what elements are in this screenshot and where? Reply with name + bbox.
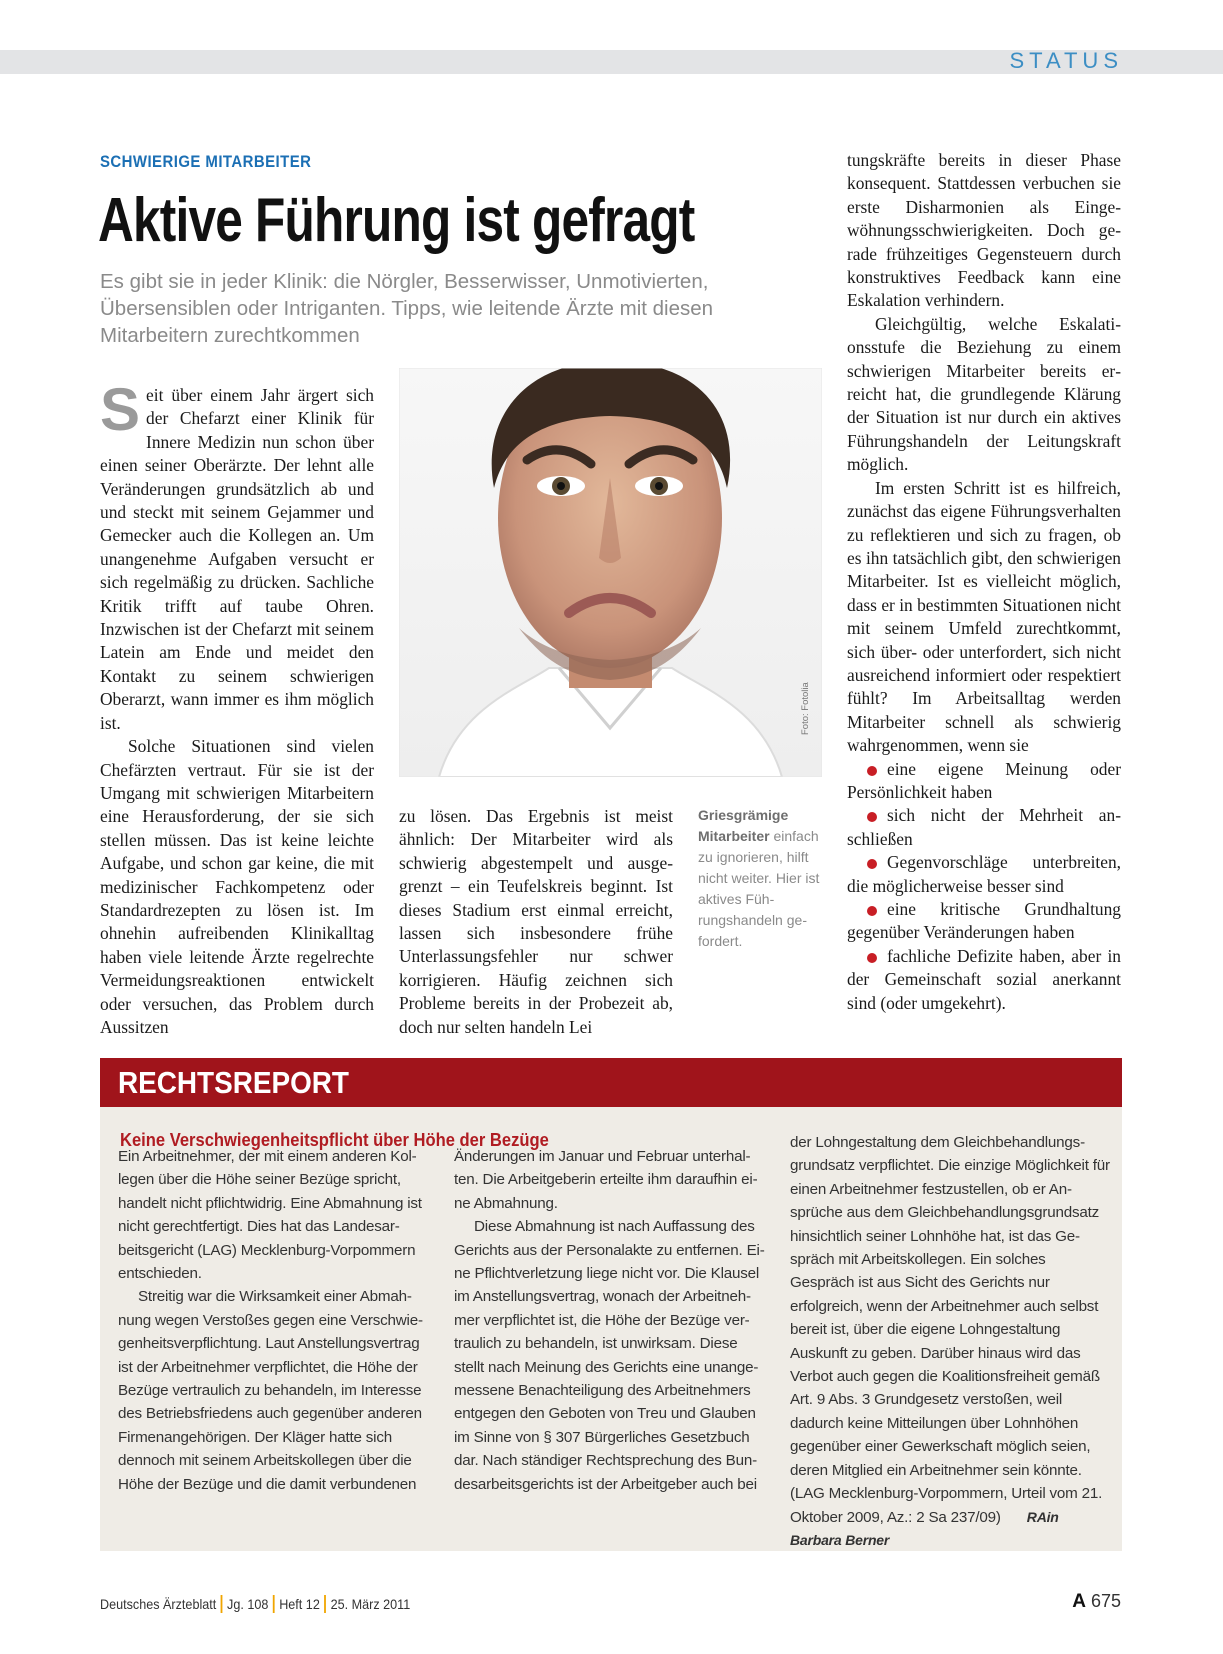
paragraph-text: der Lohngestaltung dem Gleichbehandlungsgrundsatz verpflichtet. Die einzige Möglichkeit für einen Arbeitnehmer festzustellen, ob er Ansprüche aus dem Gleichbehandlungsgrundsatz hinsichtlich seiner Lohnhöhe hat, ist das Gespräch mit Arbeitskollegen. Ein solches Gespräch ist aus Sicht des Gerichts nur erfolgreich, wenn der Arbeitnehmer auch selbst bereit ist, über die eigene Lohngestaltung Auskunft zu geben. Darüber hinaus wird das Verbot auch gegen die Koalitionsfreiheit gemäß Art. 9 Abs. 3 Grundgesetz verstoßen, weil dadurch keine Mitteilungen über Lohnhöhen gegenüber einer Gewerkschaft möglich seien, deren Mitglied ein Arbeitnehmer sein könnte. (LAG Mecklenburg-Vorpommern, Urteil vom 21. Oktober 2009, Az.: 2 Sa 237/09) xyxy=(790,1134,1110,1526)
footer-separator xyxy=(221,1595,223,1613)
issue-date: 25. März 2011 xyxy=(330,1596,411,1612)
rechtsreport-column-3 xyxy=(790,1131,1110,1552)
article-paragraph: Im ersten Schritt ist es hilfreich, zunächst das eigene Führungsverhalten zu reflektieren und sich zu fragen, ob es ihn tatsächlich gibt, den schwierigen Mitarbeiter. Ist es vielleicht möglich, dass er in bestimmten Situationen nicht mit seinem Umfeld zurechtkommt, sich über- oder unterfordert, sich nicht ausreichend informiert oder respektiert fühlt? Im Arbeitsalltag werden Mitarbeiter schnell als schwierig wahrgenommen, wenn sie xyxy=(847,477,1121,756)
article-column-3 xyxy=(847,149,1121,1015)
rechtsreport-paragraph: Änderungen im Januar und Februar unterhalten. Die Arbeitgeberin erteilte ihm daraufhin eine Abmahnung. xyxy=(454,1148,758,1212)
article-photo xyxy=(399,368,822,777)
list-item: sich nicht der Mehrheit anschließen xyxy=(847,804,1121,851)
list-item: fachliche Defizite haben, aber in der Gemeinschaft sozial anerkannt sind (oder umgekehrt). xyxy=(847,945,1121,1015)
article-kicker: SCHWIERIGE MITARBEITER xyxy=(100,152,312,171)
photo-credit: Foto: Fotolia xyxy=(800,682,811,735)
journal-name: Deutsches Ärzteblatt xyxy=(100,1596,217,1612)
footer-separator xyxy=(273,1595,275,1613)
rechtsreport-column-2 xyxy=(454,1145,769,1496)
paragraph-text: eit über einem Jahr ärgert sich der Chefarzt einer Klinik für Innere Medizin nun schon über einen seiner Oberärzte. Der lehnt alle Veränderungen grundsätzlich ab und und steckt mit seinem Gejammer und Gemecker auch die Kollegen an. Um unangenehme Aufgaben versucht er sich regelmäßig zu drücken. Sachliche Kritik trifft auf taube Ohren. Inzwischen ist der Chefarzt mit seinem Latein am Ende und meidet den Kontakt zu seinem schwierigen Oberarzt, wann immer es ihm möglich ist. xyxy=(100,385,374,733)
article-headline: Aktive Führung ist gefragt xyxy=(98,186,695,255)
article-column-1 xyxy=(100,376,374,1039)
rechtsreport-column-1 xyxy=(118,1145,433,1496)
issue: Heft 12 xyxy=(279,1596,320,1612)
rechtsreport-author: RAin Barbara Berner xyxy=(790,1508,1059,1548)
page-number xyxy=(1072,1591,1121,1613)
footer-separator xyxy=(324,1595,326,1613)
volume: Jg. 108 xyxy=(227,1596,269,1612)
article-lead: Es gibt sie in jeder Klinik: die Nörgler, Besserwisser, Unmotivierten, Übersensiblen oder Intriganten. Tipps, wie leitende Ärzte mit diesen Mitarbeitern zurechtkommen xyxy=(100,270,714,347)
rechtsreport-paragraph: Diese Abmahnung ist nach Auffassung des Gerichts aus der Personalakte zu entfernen. Eine Pflichtverletzung liege nicht vor. Die Klausel im Anstellungsvertrag, wonach der Arbeitnehmer verpflichtet ist, die Höhe der Bezüge vertraulich zu behandeln, ist unwirksam. Diese stellt nach Meinung des Gerichts eine unangemessene Benachteiligung des Arbeitnehmers entgegen den Geboten von Treu und Glauben im Sinne von § 307 Bürgerliches Gesetzbuch dar. Nach ständiger Rechtsprechung des Bundesarbeitsgerichts ist der Arbeitgeber auch bei xyxy=(454,1218,765,1493)
list-item: eine eigene Meinung oder Persönlichkeit haben xyxy=(847,758,1121,805)
rechtsreport-paragraph: Streitig war die Wirksamkeit einer Abmahnung wegen Verstoßes gegen eine Verschwiegenheitsverpflichtung. Laut Anstellungsvertrag ist der Arbeitnehmer verpflichtet, die Höhe der Bezüge vertraulich zu behandeln, im Interesse des Betriebsfriedens auch gegenüber anderen Firmenangehörigen. Der Kläger hatte sich dennoch mit seinem Arbeitskollegen über die Höhe der Bezüge und die damit verbundenen xyxy=(118,1288,424,1493)
footer-citation xyxy=(100,1595,410,1613)
page-number-value: 675 xyxy=(1090,1591,1121,1611)
grumpy-man-photo xyxy=(399,368,822,777)
article-paragraph: zu lösen. Das Ergebnis ist meist ähnlich: Der Mitarbeiter wird als schwierig abgestempelt und ausgegrenzt – ein Teufelskreis beginnt. Ist dieses Stadium erst einmal erreicht, lassen sich insbesondere frühe Unterlassungsfehler nur schwer korrigieren. Häufig zeichnen sich Probleme bereits in der Probezeit ab, doch nur selten handeln Lei xyxy=(399,806,673,1037)
caption-text: einfach zu ignorieren, hilft nicht weiter. Hier ist aktives Führungshandeln gefordert. xyxy=(698,828,820,949)
rechtsreport-paragraph: Ein Arbeitnehmer, der mit einem anderen Kollegen über die Höhe seiner Bezüge spricht, handelt nicht pflichtwidrig. Eine Abmahnung ist nicht gerechtfertigt. Dies hat das Landesarbeitsgericht (LAG) Mecklenburg-Vorpommern entschieden. xyxy=(118,1148,422,1283)
article-paragraph xyxy=(100,376,374,735)
page-prefix: A xyxy=(1072,1591,1086,1612)
section-tag: STATUS xyxy=(1009,48,1123,73)
rechtsreport-title: RECHTSREPORT xyxy=(118,1065,349,1100)
article-paragraph: Solche Situationen sind vielen Chefärzten vertraut. Für sie ist der Umgang mit schwierigen Mitarbeitern eine Herausforderung, der sie sich stellen müssen. Das ist keine leichte Aufgabe, und schon gar keine, die mit medizinischer Fachkompetenz oder Standardrezepten zu lösen ist. Im ohnehin aufreibenden Klinikalltag haben viele leitende Ärzte regelrechte Vermeidungsreaktionen entwickelt oder versuchen, das Problem durch Aussitzen xyxy=(100,736,374,1037)
list-item: eine kritische Grundhaltung gegenüber Veränderungen haben xyxy=(847,898,1121,945)
bullet-list xyxy=(847,758,1121,1015)
article-column-2 xyxy=(399,805,673,1039)
article-paragraph: Gleichgültig, welche Eskalationsstufe die Beziehung zu einem schwierigen Mitarbeiter bereits erreicht hat, die grundlegende Klärung der Situation ist nur durch ein aktives Führungshandeln der Leitungskraft möglich. xyxy=(847,313,1121,475)
rechtsreport-subtitle: Keine Verschwiegenheitspflicht über Höhe der Bezüge xyxy=(120,1130,549,1150)
dropcap: S xyxy=(100,376,141,443)
list-item: Gegenvorschläge unterbreiten, die möglicherweise besser sind xyxy=(847,851,1121,898)
rechtsreport-paragraph xyxy=(790,1131,1110,1552)
photo-caption xyxy=(698,805,828,952)
caption-bold: Griesgrämige Mitarbeiter xyxy=(698,807,789,844)
article-paragraph: tungskräfte bereits in dieser Phase konsequent. Stattdessen verbuchen sie erste Disharmonien als Eingewöhnungsschwierigkeiten. Doch gerade frühzeitiges Gegensteuern durch konstruktives Feedback kann eine Eskalation verhindern. xyxy=(847,150,1121,311)
